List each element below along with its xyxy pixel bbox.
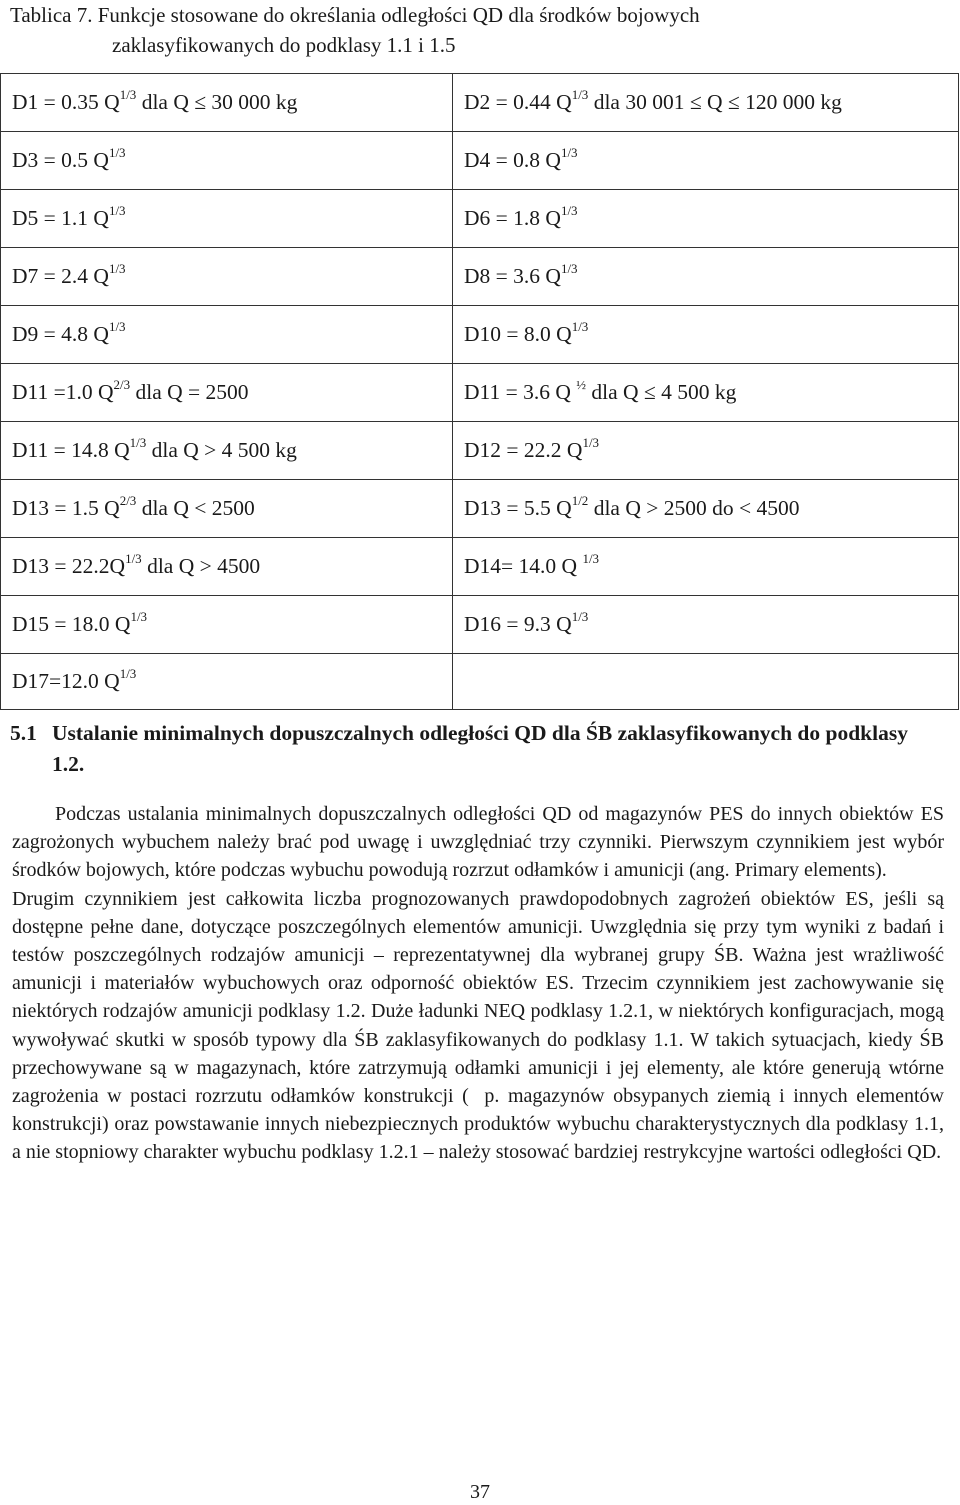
formula-text: D13 = 5.5 Q	[464, 496, 572, 520]
formula-row	[1, 132, 959, 190]
table-caption	[10, 0, 940, 60]
formula-exponent: 2/3	[119, 492, 137, 508]
formula-exponent: 1/3	[119, 86, 137, 102]
formula-row	[1, 306, 959, 364]
formula-condition: dla Q = 2500	[130, 380, 249, 404]
formula-row	[1, 538, 959, 596]
formula-text: D11 = 14.8 Q	[12, 438, 130, 462]
formula-exponent: 1/3	[108, 144, 126, 160]
formula-cell	[453, 190, 959, 248]
formula-cell	[1, 422, 453, 480]
formula-text: D13 = 22.2Q	[12, 554, 126, 578]
formula-condition: dla Q > 2500 do < 4500	[588, 496, 800, 520]
formula-cell	[1, 654, 453, 710]
formula-exponent: 1/3	[560, 260, 578, 276]
formula-exponent: 1/3	[119, 665, 137, 681]
formula-text: D10 = 8.0 Q	[464, 322, 572, 346]
formula-text: D11 = 3.6 Q	[464, 380, 577, 404]
formula-text: D1 = 0.35 Q	[12, 90, 120, 114]
formula-cell	[453, 132, 959, 190]
formula-cell	[1, 480, 453, 538]
paragraph-1: Podczas ustalania minimalnych dopuszczalnych odległości QD od magazynów PES do innych obiektów ES zagrożonych wybuchem należy brać pod uwagę i uwzględniać trzy czynniki. Pierwszym czynnikiem jest wybór środków bojowych, które podczas wybuchu powodują rozrzut odłamków i amunicji (ang. Primary elements).	[12, 803, 944, 882]
formula-cell	[453, 364, 959, 422]
formula-text: D8 = 3.6 Q	[464, 264, 561, 288]
formula-text: D13 = 1.5 Q	[12, 496, 120, 520]
formula-text: D16 = 9.3 Q	[464, 612, 572, 636]
formula-cell	[1, 538, 453, 596]
formula-cell	[1, 248, 453, 306]
formula-condition: dla Q > 4 500 kg	[146, 438, 297, 462]
formula-cell	[1, 306, 453, 364]
section-number: 5.1	[10, 721, 37, 745]
formula-row	[1, 74, 959, 132]
formula-cell	[1, 132, 453, 190]
formula-text: D11 =1.0 Q	[12, 380, 114, 404]
formula-exponent: 1/3	[108, 318, 126, 334]
formula-condition: dla Q ≤ 4 500 kg	[586, 380, 737, 404]
formula-cell	[453, 248, 959, 306]
formula-row	[1, 190, 959, 248]
formula-exponent: 1/3	[129, 434, 147, 450]
formula-exponent: 1/3	[108, 260, 126, 276]
page-number: 37	[470, 1481, 490, 1503]
formula-text: D3 = 0.5 Q	[12, 148, 109, 172]
formula-exponent: 1/3	[571, 86, 589, 102]
formula-text: D17=12.0 Q	[12, 669, 120, 693]
formula-exponent: 1/3	[130, 608, 148, 624]
formula-exponent: 1/3	[571, 318, 589, 334]
formula-row	[1, 422, 959, 480]
formula-table	[0, 73, 959, 710]
formula-condition: dla Q < 2500	[136, 496, 255, 520]
formula-cell	[453, 422, 959, 480]
formula-condition: dla 30 001 ≤ Q ≤ 120 000 kg	[588, 90, 842, 114]
formula-cell	[453, 306, 959, 364]
formula-text: D9 = 4.8 Q	[12, 322, 109, 346]
formula-exponent: 1/2	[571, 492, 589, 508]
caption-line-2: zaklasyfikowanych do podklasy 1.1 i 1.5	[112, 33, 456, 57]
formula-exponent: 1/3	[560, 202, 578, 218]
formula-text: D12 = 22.2 Q	[464, 438, 583, 462]
formula-text: D4 = 0.8 Q	[464, 148, 561, 172]
formula-exponent: 2/3	[113, 376, 131, 392]
formula-exponent: 1/3	[108, 202, 126, 218]
section-heading	[10, 718, 942, 780]
formula-cell	[453, 596, 959, 654]
formula-cell	[453, 538, 959, 596]
formula-cell	[1, 596, 453, 654]
formula-text: D15 = 18.0 Q	[12, 612, 131, 636]
formula-exponent: 1/3	[582, 550, 600, 566]
formula-cell	[453, 74, 959, 132]
formula-text: D6 = 1.8 Q	[464, 206, 561, 230]
formula-cell	[453, 654, 959, 710]
formula-cell	[1, 364, 453, 422]
formula-exponent: ½	[576, 376, 587, 392]
formula-row	[1, 596, 959, 654]
formula-exponent: 1/3	[125, 550, 142, 566]
formula-cell	[1, 74, 453, 132]
formula-condition: dla Q ≤ 30 000 kg	[136, 90, 298, 114]
formula-cell	[1, 190, 453, 248]
formula-row	[1, 248, 959, 306]
body-text	[12, 800, 944, 1167]
formula-exponent: 1/3	[571, 608, 589, 624]
formula-cell	[453, 480, 959, 538]
formula-text: D7 = 2.4 Q	[12, 264, 109, 288]
formula-row	[1, 364, 959, 422]
caption-line-1: Tablica 7. Funkcje stosowane do określania odległości QD dla środków bojowych	[10, 3, 700, 27]
formula-row	[1, 480, 959, 538]
formula-condition: dla Q > 4500	[141, 554, 261, 578]
formula-text: D2 = 0.44 Q	[464, 90, 572, 114]
paragraph-2: Drugim czynnikiem jest całkowita liczba prognozowanych prawdopodobnych zagrożeń obiektów ES, jeśli są dostępne pełne dane, dotyczące poszczególnych elementów amunicji. Uwzględnia się przy tym wyniki z badań i testów poszczególnych rodzajów amunicji – reprezentatywnej dla wybranej grupy ŚB. Ważna jest wrażliwość amunicji i materiałów wybuchowych oraz odporność obiektów ES. Trzecim czynnikiem jest zachowywanie się niektórych rodzajów amunicji podklasy 1.2. Duże ładunki NEQ podklasy 1.2.1, w niektórych konfiguracjach, mogą wywoływać skutki w sposób typowy dla ŚB zaklasyfikowanych do podklasy 1.1. W takich sytuacjach, kiedy ŚB przechowywane są w magazynach, które zatrzymują odłamki amunicji i jej elementy, ale które generują wtórne zagrożenia w postaci rozrzutu odłamków konstrukcji ( p. magazynów obsypanych ziemią i innych elementów konstrukcji) oraz powstawanie innych niebezpiecznych produktów wybuchu charakterystycznych dla podklasy 1.1, a nie stopniowy charakter wybuchu podklasy 1.2.1 – należy stosować bardziej restrykcyjne wartości odległości QD.	[12, 887, 944, 1164]
formula-text: D5 = 1.1 Q	[12, 206, 109, 230]
formula-exponent: 1/3	[560, 144, 578, 160]
formula-text: D14= 14.0 Q	[464, 554, 583, 578]
formula-exponent: 1/3	[582, 434, 600, 450]
formula-row	[1, 654, 959, 710]
section-title: Ustalanie minimalnych dopuszczalnych odległości QD dla ŚB zaklasyfikowanych do podklasy 1.2.	[52, 721, 908, 776]
